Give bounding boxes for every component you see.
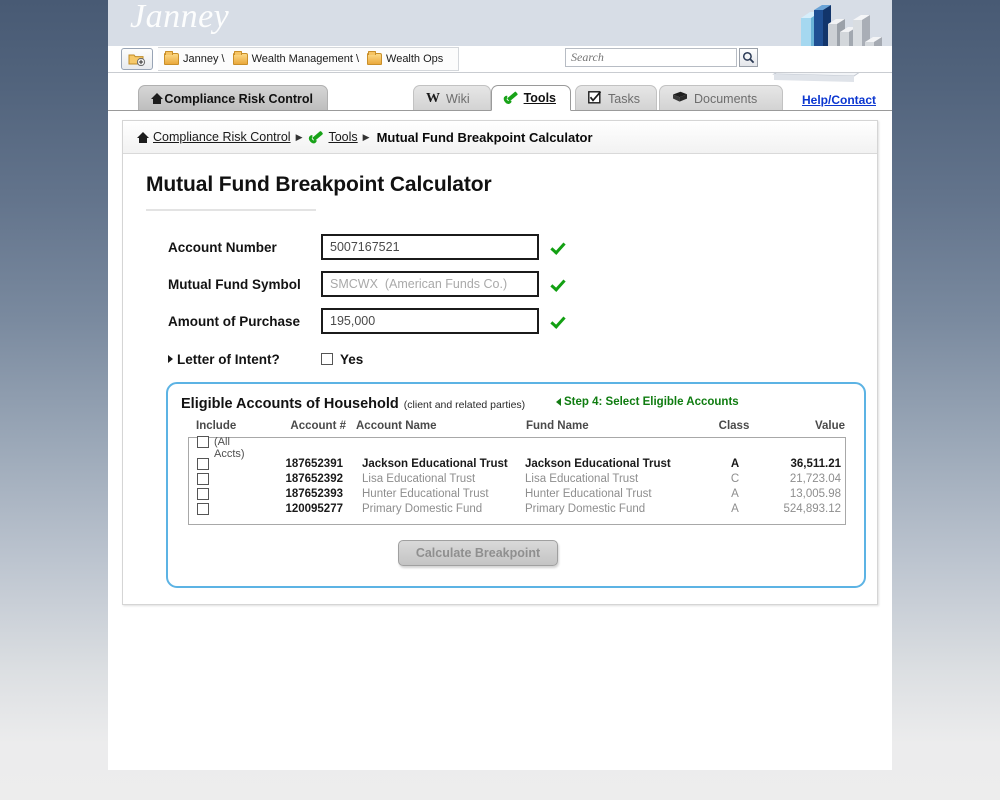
- search-area: [565, 48, 758, 67]
- breakpoint-form: [146, 229, 846, 375]
- cell-value: 21,723.04: [789, 472, 841, 485]
- folder-crumb-wealth-ops[interactable]: [367, 53, 443, 65]
- new-folder-icon[interactable]: [121, 48, 153, 70]
- table-row[interactable]: [189, 486, 845, 501]
- table-row[interactable]: [189, 501, 845, 516]
- cell-account-name: Primary Domestic Fund: [362, 502, 483, 515]
- breadcrumb-chevron-icon: ▶: [362, 131, 370, 142]
- column-header-account-name: Account Name: [356, 420, 437, 432]
- cell-fund-name: Primary Domestic Fund: [525, 502, 646, 515]
- tab-label: Tasks: [608, 91, 640, 106]
- folder-path-bar: [108, 46, 892, 73]
- breadcrumb: [123, 121, 877, 154]
- cell-class: A: [731, 487, 739, 500]
- book-icon: [672, 91, 688, 107]
- valid-check-icon: [552, 313, 568, 329]
- tab-label: Compliance Risk Control: [164, 91, 313, 106]
- valid-check-icon: [552, 239, 568, 255]
- breadcrumb-current-page: Mutual Fund Breakpoint Calculator: [376, 129, 593, 145]
- column-header-value: Value: [814, 420, 845, 432]
- tab-tasks[interactable]: [575, 85, 657, 111]
- form-row-letter-of-intent: [146, 343, 846, 375]
- folder-crumb-wealth-management[interactable]: [233, 53, 359, 65]
- folder-crumb-label: Wealth Ops: [386, 53, 444, 65]
- all-accounts-label: (All Accts): [214, 436, 245, 460]
- cell-value: 524,893.12: [783, 502, 841, 515]
- label-letter-of-intent: [146, 352, 321, 367]
- table-row[interactable]: [189, 456, 845, 471]
- label-amount-of-purchase: Amount of Purchase: [168, 313, 301, 329]
- row-include-cell: [189, 503, 245, 515]
- folder-breadcrumbs: [158, 47, 459, 71]
- help-contact-link[interactable]: Help/Contact: [801, 93, 876, 107]
- main-tab-row: [108, 85, 892, 111]
- select-all-accounts-checkbox[interactable]: [197, 436, 209, 448]
- row-include-cell: [189, 473, 245, 485]
- cell-class: C: [730, 472, 740, 485]
- row-include-checkbox[interactable]: [197, 503, 209, 515]
- row-include-cell: [189, 458, 245, 470]
- page-title: Mutual Fund Breakpoint Calculator: [146, 173, 492, 196]
- cell-account-number: 187652393: [285, 487, 343, 500]
- wikipedia-w-icon: W: [426, 90, 440, 106]
- folder-icon: [164, 53, 179, 65]
- home-icon: [137, 132, 149, 143]
- form-row-mutual-fund-symbol: [146, 266, 846, 302]
- table-row[interactable]: [189, 471, 845, 486]
- eligible-accounts-title: Eligible Accounts of Household: [181, 396, 399, 412]
- browser-page: [108, 0, 892, 770]
- tab-documents[interactable]: [659, 85, 783, 111]
- search-input[interactable]: [565, 48, 737, 67]
- accounts-table: [188, 437, 846, 525]
- all-accounts-checkbox-cell: [189, 436, 245, 460]
- amount-of-purchase-input[interactable]: [321, 308, 539, 334]
- folder-icon: [233, 53, 248, 65]
- title-divider: [146, 209, 316, 211]
- step-note-text: Step 4: Select Eligible Accounts: [564, 396, 739, 408]
- letter-of-intent-yes-label: Yes: [340, 351, 364, 367]
- cell-fund-name: Hunter Educational Trust: [525, 487, 652, 500]
- cell-value: 13,005.98: [789, 487, 841, 500]
- label-mutual-fund-symbol: Mutual Fund Symbol: [168, 276, 301, 292]
- home-icon: [151, 93, 158, 104]
- column-header-class: Class: [718, 420, 750, 432]
- tab-tools[interactable]: [491, 85, 571, 111]
- column-header-fund-name: Fund Name: [526, 420, 589, 432]
- cell-value: 36,511.21: [790, 457, 841, 470]
- form-row-account-number: [146, 229, 846, 265]
- checkbox-icon: [588, 91, 602, 107]
- tab-wiki[interactable]: [413, 85, 491, 111]
- folder-icon: [367, 53, 382, 65]
- folder-crumb-janney[interactable]: [164, 53, 225, 65]
- letter-of-intent-checkbox[interactable]: [321, 353, 333, 365]
- row-include-cell: [189, 488, 245, 500]
- cell-account-name: Hunter Educational Trust: [362, 487, 489, 500]
- table-row-all-accounts: [189, 436, 845, 460]
- cell-account-number: 187652392: [285, 472, 343, 485]
- tab-label: Wiki: [446, 91, 470, 106]
- cell-class: A: [731, 502, 739, 515]
- column-header-include: Include: [196, 420, 237, 432]
- tab-label: Tools: [523, 91, 556, 105]
- cell-fund-name: Lisa Educational Trust: [525, 472, 639, 485]
- mutual-fund-symbol-input[interactable]: [321, 271, 539, 297]
- search-icon[interactable]: [739, 48, 758, 67]
- accounts-table-header: [168, 420, 864, 432]
- wrench-icon: [307, 127, 327, 147]
- account-number-input[interactable]: [321, 234, 539, 260]
- column-header-account-number: Account #: [290, 420, 346, 432]
- calculate-breakpoint-button[interactable]: Calculate Breakpoint: [398, 540, 558, 566]
- cell-account-name: Lisa Educational Trust: [362, 472, 476, 485]
- breadcrumb-item-compliance-risk-control[interactable]: Compliance Risk Control: [153, 130, 291, 144]
- breadcrumb-chevron-icon: ▶: [295, 131, 303, 142]
- label-account-number: Account Number: [168, 239, 277, 255]
- row-include-checkbox[interactable]: [197, 458, 209, 470]
- janney-logo: Janney: [130, 0, 230, 35]
- tab-label: Documents: [694, 91, 758, 106]
- cell-fund-name: Jackson Educational Trust: [525, 457, 671, 470]
- wrench-icon: [501, 89, 520, 108]
- triangle-left-icon: [556, 398, 561, 406]
- triangle-right-icon: [168, 355, 173, 363]
- cell-class: A: [730, 457, 740, 470]
- valid-check-icon: [552, 276, 568, 292]
- eligible-accounts-subtitle: (client and related parties): [403, 399, 526, 411]
- letter-of-intent-text: Letter of Intent?: [177, 351, 280, 367]
- folder-crumb-label: Janney \: [183, 53, 225, 65]
- step-note: [556, 396, 739, 408]
- cell-account-name: Jackson Educational Trust: [362, 457, 508, 470]
- form-row-amount-of-purchase: [146, 303, 846, 339]
- row-include-checkbox[interactable]: [197, 488, 209, 500]
- content-panel: [122, 120, 878, 605]
- eligible-accounts-heading: [181, 396, 525, 412]
- cell-account-number: 187652391: [285, 457, 343, 470]
- breadcrumb-item-tools[interactable]: Tools: [328, 130, 358, 144]
- eligible-accounts-panel: [166, 382, 866, 588]
- brand-header-band: [108, 0, 892, 46]
- row-include-checkbox[interactable]: [197, 473, 209, 485]
- folder-crumb-label: Wealth Management \: [251, 53, 360, 65]
- cell-account-number: 120095277: [285, 502, 343, 515]
- tab-compliance-risk-control[interactable]: [138, 85, 328, 111]
